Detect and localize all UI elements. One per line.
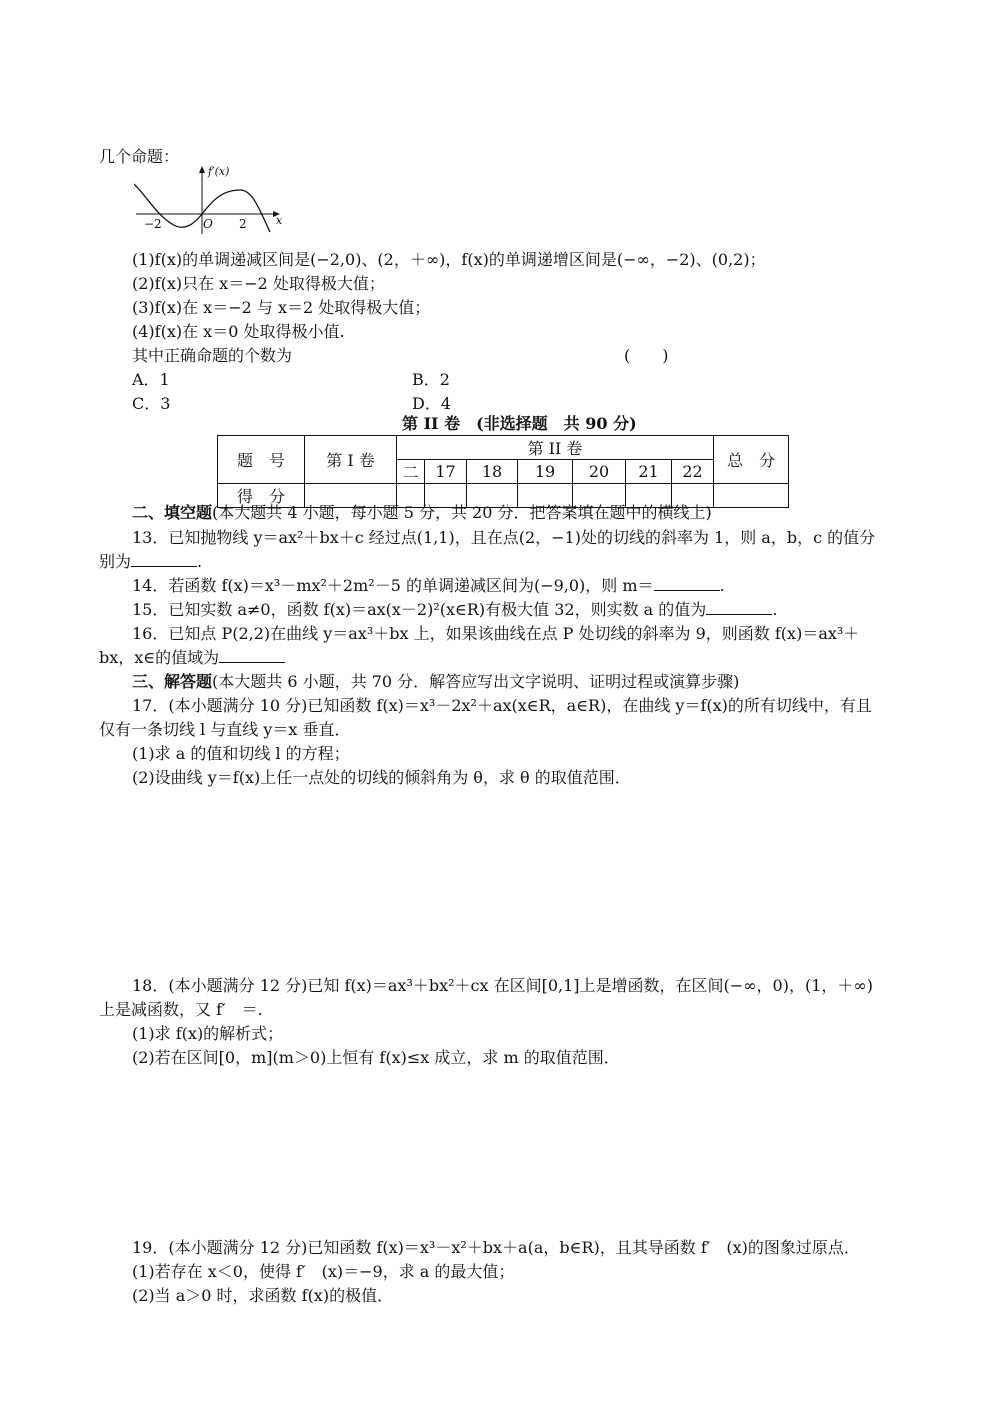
col-header: 21 — [626, 460, 672, 484]
tick-pos-label: 2 — [239, 217, 247, 231]
origin-label: O — [203, 217, 213, 231]
proposition-2: (2)f(x)只在 x＝−2 处取得极大值； — [132, 274, 385, 293]
answer-paren: ( ) — [624, 346, 669, 365]
question-ask: 其中正确命题的个数为 — [132, 346, 293, 365]
q14-text: 14．若函数 f(x)＝x³－mx²＋2m²－5 的单调递减区间为(−9,0)，则 m＝ — [132, 576, 654, 595]
q17-line2: 仅有一条切线 l 与直线 y＝x 垂直． — [99, 720, 351, 739]
intro-text: 几个命题： — [99, 147, 180, 166]
cell-juan2: 第 II 卷 — [397, 436, 714, 460]
col-header: 22 — [672, 460, 714, 484]
answer-blank — [131, 552, 197, 567]
col-header: 19 — [518, 460, 573, 484]
section2-title: 第 II 卷 (非选择题 共 90 分) — [402, 414, 637, 433]
q16-line2 — [99, 648, 285, 668]
answer-section-heading — [132, 672, 739, 692]
score-blank — [714, 484, 789, 508]
q17-part1: (1)求 a 的值和切线 l 的方程； — [132, 744, 350, 763]
q13-line1: 13．已知抛物线 y＝ax²＋bx＋c 经过点(1,1)，且在点(2，−1)处的切线的斜率为 1，则 a，b，c 的值分 — [132, 528, 876, 547]
tick-neg-label: −2 — [144, 217, 162, 231]
option-c: C．3 — [132, 394, 171, 413]
cell-tihao: 题 号 — [218, 436, 305, 484]
q17-part2: (2)设曲线 y＝f(x)上任一点处的切线的倾斜角为 θ，求 θ 的取值范围． — [132, 768, 631, 787]
option-d: D．4 — [412, 394, 452, 413]
proposition-4: (4)f(x)在 x＝0 处取得极小值. — [132, 322, 345, 341]
col-header: 17 — [425, 460, 467, 484]
answer-blank — [654, 576, 720, 591]
q17-line1: 17．(本小题满分 10 分)已知函数 f(x)＝x³－2x²＋ax(x∈R，a∈R)，在曲线 y＝f(x)的所有切线中，有且 — [132, 696, 872, 715]
cell-defen: 得 分 — [218, 484, 305, 508]
q16-line2-text: bx，x∈的值域为 — [99, 648, 220, 667]
col-header: 二 — [397, 460, 425, 484]
option-b: B．2 — [412, 370, 450, 389]
q18-part1: (1)求 f(x)的解析式； — [132, 1024, 284, 1043]
cell-juan1: 第 I 卷 — [305, 436, 397, 484]
q14-line: 14．若函数 f(x)＝x³－mx²＋2m²－5 的单调递减区间为(−9,0)，则 m＝ . — [132, 576, 725, 595]
q19-line1: 19．(本小题满分 12 分)已知函数 f(x)＝x³－x²＋bx＋a(a，b∈R)，且其导函数 f′ (x)的图象过原点． — [132, 1238, 860, 1257]
score-table — [217, 435, 789, 508]
answer-blank — [706, 600, 772, 615]
option-a: A．1 — [132, 370, 170, 389]
q19-part2: (2)当 a＞0 时，求函数 f(x)的极值． — [132, 1286, 394, 1305]
derivative-graph — [134, 162, 284, 237]
q18-line1: 18．(本小题满分 12 分)已知 f(x)＝ax³＋bx²＋cx 在区间[0,1]上是增函数，在区间(−∞，0)，(1，＋∞) — [132, 976, 873, 995]
y-axis-label: f′(x) — [208, 165, 230, 178]
q13-line2-text: 别为 — [99, 552, 132, 571]
fill-section-heading — [132, 503, 712, 523]
q13-line2: 别为 . — [99, 552, 203, 571]
q18-line2: 上是减函数，又 f′ ＝. — [99, 1000, 263, 1019]
ans-head: 三、解答题 — [132, 672, 213, 691]
q15-text: 15．已知实数 a≠0，函数 f(x)＝ax(x－2)²(x∈R)有极大值 32，则实数 a 的值为 — [132, 600, 707, 619]
fill-head: 二、填空题 — [132, 503, 213, 522]
proposition-3: (3)f(x)在 x＝−2 与 x＝2 处取得极大值； — [132, 298, 431, 317]
col-header: 18 — [467, 460, 518, 484]
col-header: 20 — [573, 460, 626, 484]
answer-blank — [219, 648, 285, 663]
fill-desc: (本大题共 4 小题，每小题 5 分，共 20 分．把答案填在题中的横线上) — [212, 503, 712, 522]
q18-part2: (2)若在区间[0，m](m＞0)上恒有 f(x)≤x 成立，求 m 的取值范围． — [132, 1048, 620, 1067]
proposition-1: (1)f(x)的单调递减区间是(−2,0)、(2，＋∞)，f(x)的单调递增区间是(−∞，−2)、(0,2)； — [132, 250, 766, 269]
ans-desc: (本大题共 6 小题，共 70 分．解答应写出文字说明、证明过程或演算步骤) — [212, 672, 740, 691]
q16-line1: 16．已知点 P(2,2)在曲线 y＝ax³＋bx 上，如果该曲线在点 P 处切线的斜率为 9，则函数 f(x)＝ax³＋ — [132, 624, 860, 643]
y-axis-arrow — [199, 166, 205, 173]
q19-part1: (1)若存在 x＜0，使得 f′ (x)＝−9，求 a 的最大值； — [132, 1262, 515, 1281]
cell-zongfen: 总 分 — [714, 436, 789, 484]
x-axis-label: x — [276, 214, 283, 227]
q15-line: 15．已知实数 a≠0，函数 f(x)＝ax(x－2)²(x∈R)有极大值 32，则实数 a 的值为 . — [132, 600, 778, 619]
